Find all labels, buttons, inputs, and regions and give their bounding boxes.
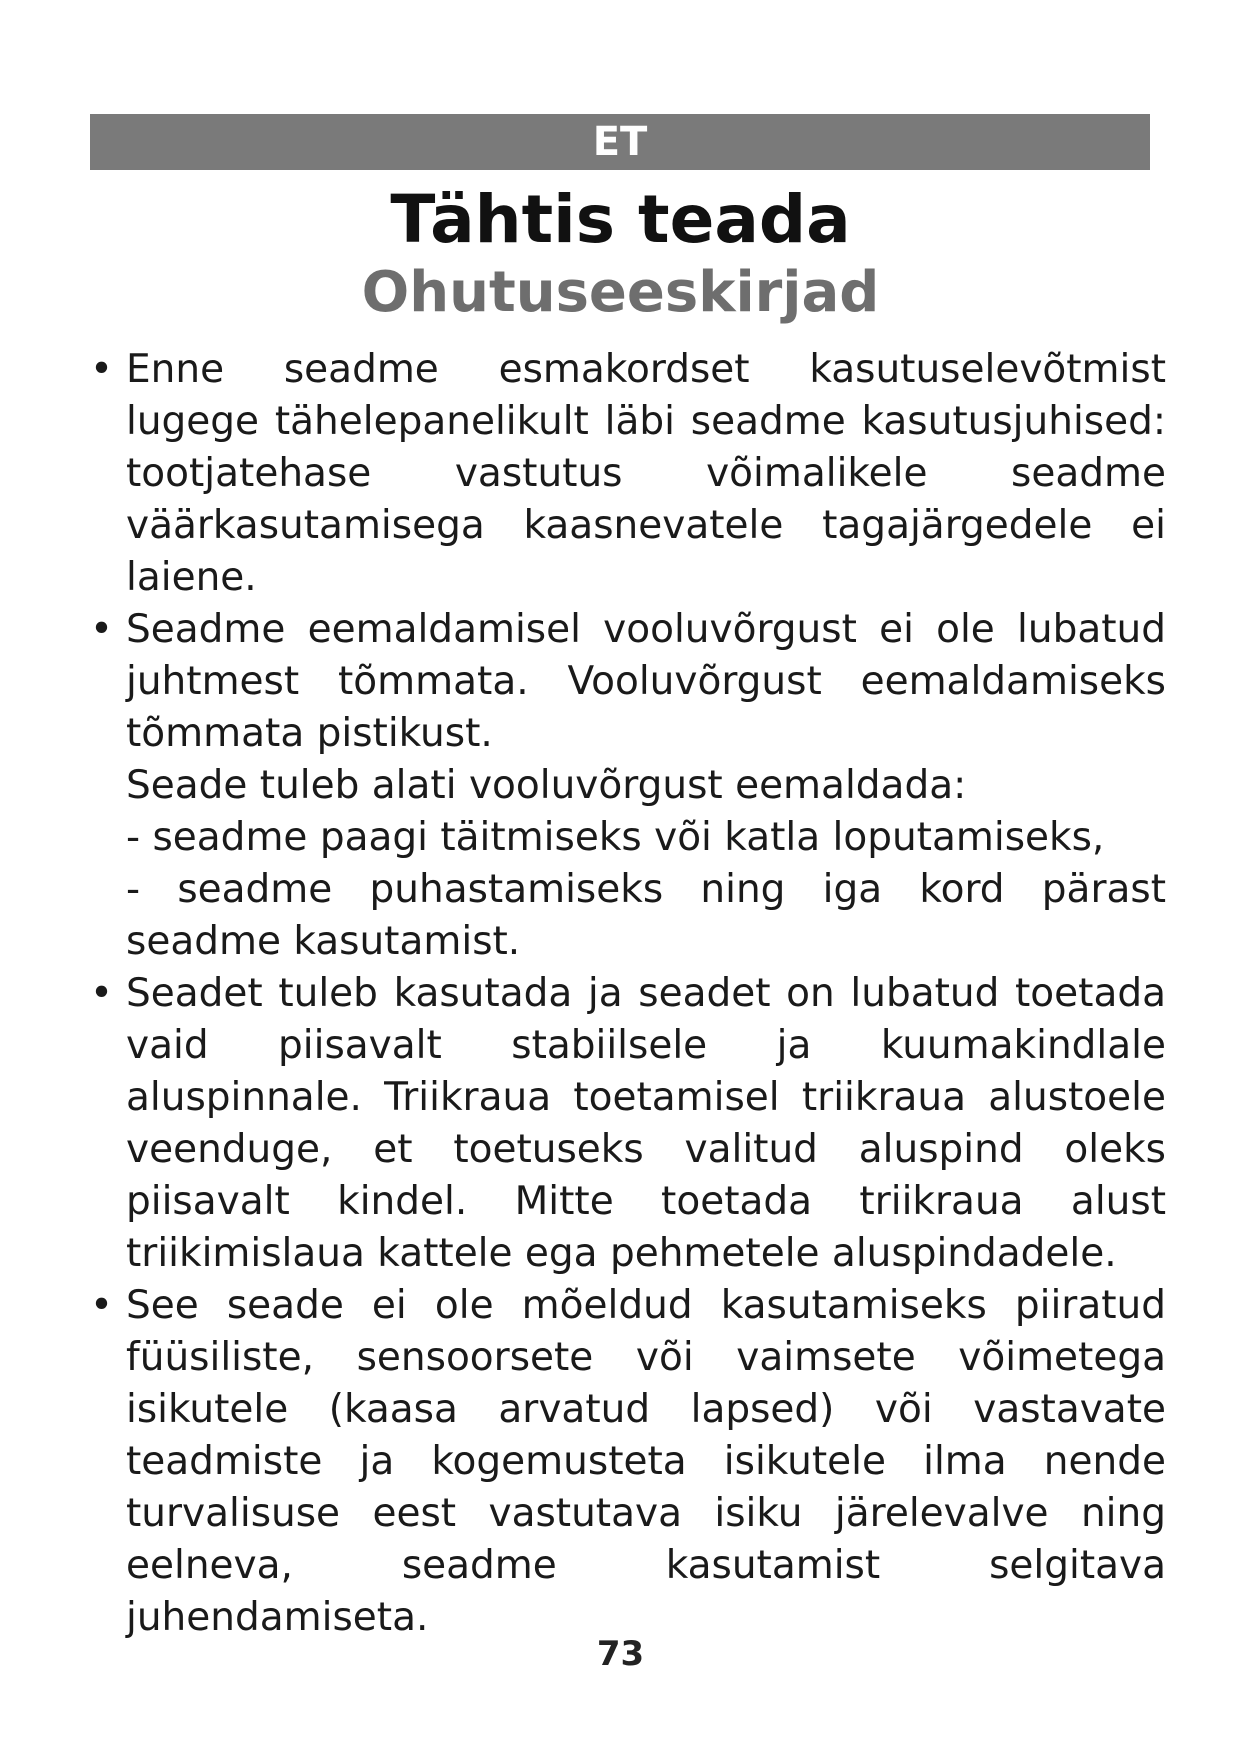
list-item-subintro: Seade tuleb alati vooluvõrgust eemaldada: [126,763,967,808]
list-item [90,968,1166,1280]
page-title: Tähtis teada [390,181,851,258]
list-item [90,604,1166,968]
list-item [90,1280,1166,1644]
list-item-text: Seadet tuleb kasutada ja seadet on lubatud toetada vaid piisavalt stabiilsele ja kuumakindlale aluspinnale. Triikraua toetamisel triikraua alustoele veenduge, et toetuseks valitud aluspind oleks piisavalt kindel. Mitte toetada triikraua alust triikimislaua kattele ega pehmetele aluspindadele. [126,971,1166,1276]
bullet-marker: • [90,1283,114,1328]
bullet-marker: • [90,607,114,652]
list-item-text: See seade ei ole mõeldud kasutamiseks piiratud füüsiliste, sensoorsete või vaimsete võimetega isikutele (kaasa arvatud lapsed) või vastavate teadmiste ja kogemusteta isikutele ilma nende turvalisuse eest vastutava isiku järelevalve ning eelneva, seadme kasutamist selgitava juhendamiseta. [126,1283,1166,1640]
language-bar [90,114,1150,170]
page-number: 73 [596,1634,645,1674]
list-item-text: Seadme eemaldamisel vooluvõrgust ei ole lubatud juhtmest tõmmata. Vooluvõrgust eemaldamiseks tõmmata pistikust. [126,607,1166,756]
list-item-subitem: - seadme paagi täitmiseks või katla loputamiseks, [126,815,1105,860]
list-item-text: Enne seadme esmakordset kasutuselevõtmist lugege tähelepanelikult läbi seadme kasutusjuhised: tootjatehase vastutus võimalikele seadme väärkasutamisega kaasnevatele tagajärgedele ei laiene. [126,347,1166,600]
list-item [90,344,1166,604]
safety-instructions-list [90,344,1166,1644]
list-item-subitem: - seadme puhastamiseks ning iga kord pärast seadme kasutamist. [126,867,1166,964]
language-code: ET [592,119,648,165]
bullet-marker: • [90,971,114,1016]
bullet-marker: • [90,347,114,392]
page-subtitle: Ohutuseeskirjad [361,260,880,325]
